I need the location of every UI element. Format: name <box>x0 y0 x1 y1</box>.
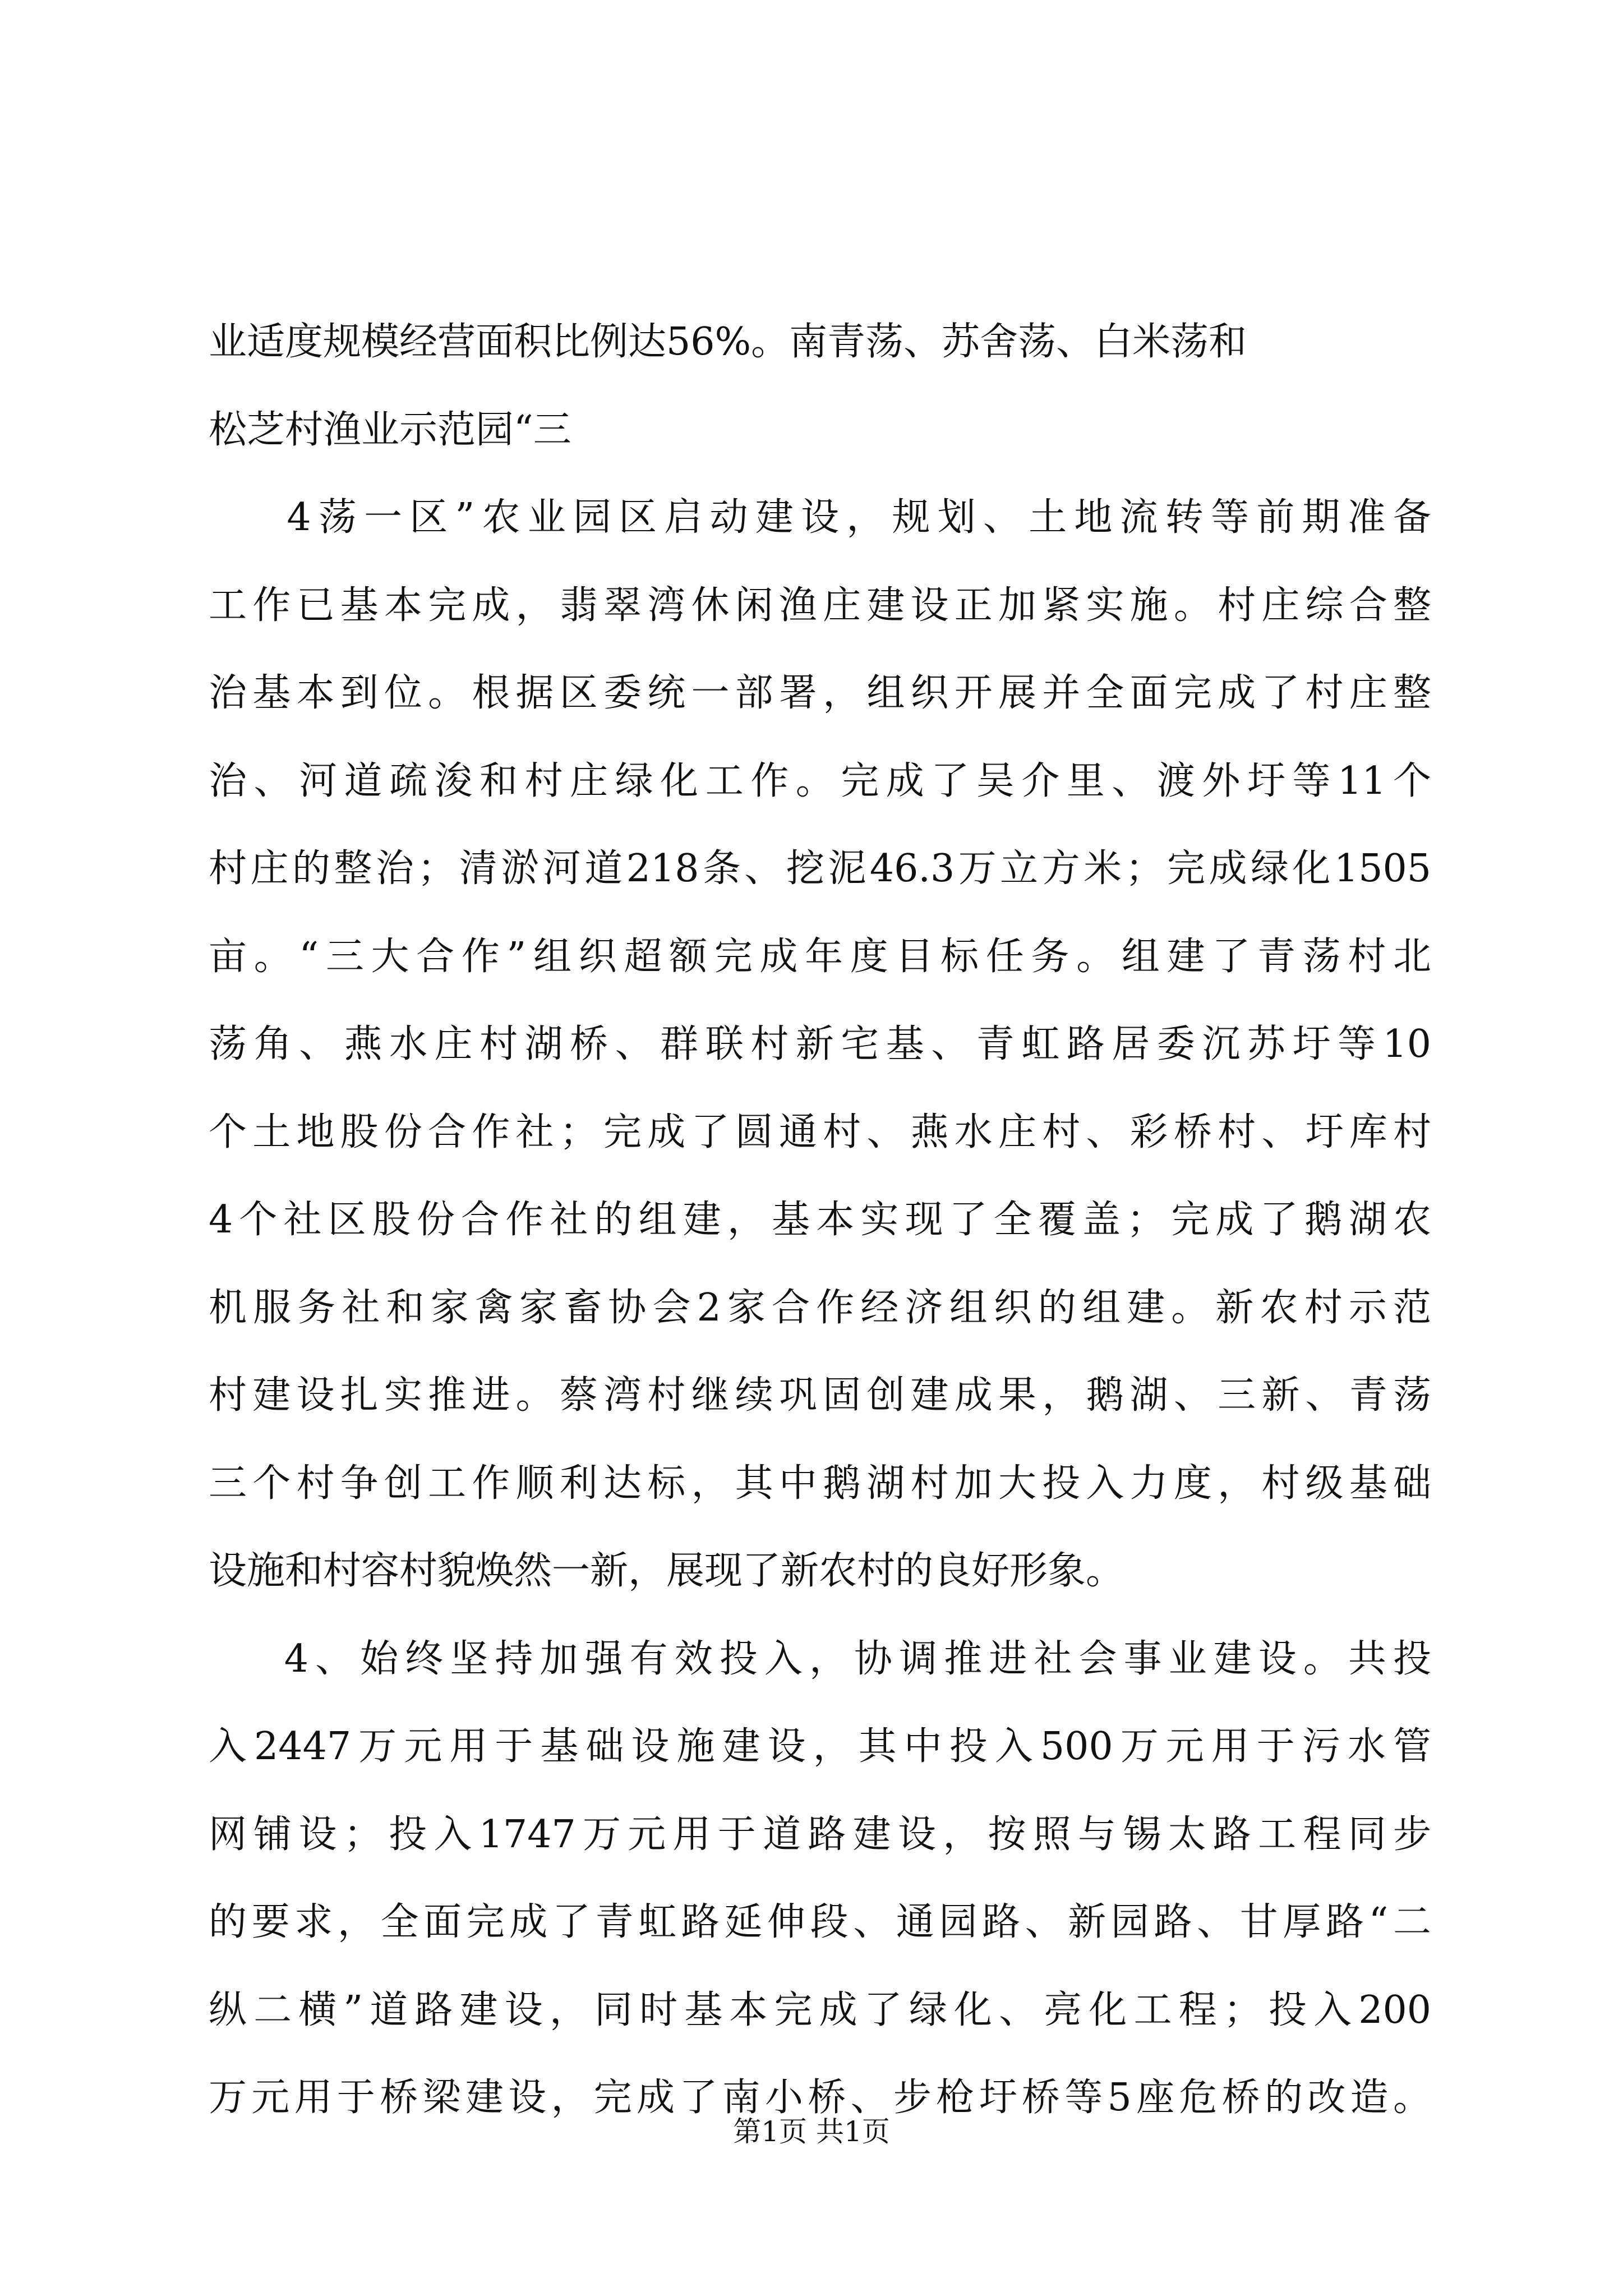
text-line: 网铺设；投入1747万元用于道路建设，按照与锡太路工程同步 <box>209 1812 1431 1857</box>
text-line: 设施和村容村貌焕然一新，展现了新农村的良好形象。 <box>209 1549 1124 1593</box>
text-line: 村庄的整治；清淤河道218条、挖泥46.3万立方米；完成绿化1505 <box>209 846 1431 891</box>
text-line: 治、河道疏浚和村庄绿化工作。完成了吴介里、渡外圩等11个 <box>209 758 1431 803</box>
text-line: 的要求，全面完成了青虹路延伸段、通园路、新园路、甘厚路“二 <box>209 1900 1431 1944</box>
text-line: 纵二横”道路建设，同时基本完成了绿化、亮化工程；投入200 <box>209 1987 1431 2032</box>
text-line: 村建设扎实推进。蔡湾村继续巩固创建成果，鹅湖、三新、青荡 <box>209 1373 1431 1418</box>
text-line: 治基本到位。根据区委统一部署，组织开展并全面完成了村庄整 <box>209 671 1431 715</box>
text-line: 万元用于桥梁建设，完成了南小桥、步枪圩桥等5座危桥的改造。 <box>209 2076 1431 2120</box>
text-line: 松芝村渔业示范园“三 <box>209 407 571 452</box>
text-line: 4荡一区”农业园区启动建设，规划、土地流转等前期准备 <box>209 495 1431 540</box>
text-line: 入2447万元用于基础设施建设，其中投入500万元用于污水管 <box>209 1724 1431 1769</box>
text-line: 4个社区股份合作社的组建，基本实现了全覆盖；完成了鹅湖农 <box>209 1198 1431 1242</box>
text-line: 工作已基本完成，翡翠湾休闲渔庄建设正加紧实施。村庄综合整 <box>209 583 1431 628</box>
text-line: 亩。“三大合作”组织超额完成年度目标任务。组建了青荡村北 <box>209 934 1431 979</box>
page-footer: 第1页 共1页 <box>733 2115 890 2148</box>
text-line: 业适度规模经营面积比例达56%。南青荡、苏舍荡、白米荡和 <box>209 320 1247 364</box>
text-line: 个土地股份合作社；完成了圆通村、燕水庄村、彩桥村、圩库村 <box>209 1110 1431 1154</box>
text-line: 4、始终坚持加强有效投入，协调推进社会事业建设。共投 <box>209 1636 1431 1681</box>
document-body <box>209 298 1431 2142</box>
text-line: 荡角、燕水庄村湖桥、群联村新宅基、青虹路居委沉苏圩等10 <box>209 1022 1431 1066</box>
text-line: 机服务社和家禽家畜协会2家合作经济组织的组建。新农村示范 <box>209 1285 1431 1330</box>
text-line: 三个村争创工作顺利达标，其中鹅湖村加大投入力度，村级基础 <box>209 1461 1431 1506</box>
